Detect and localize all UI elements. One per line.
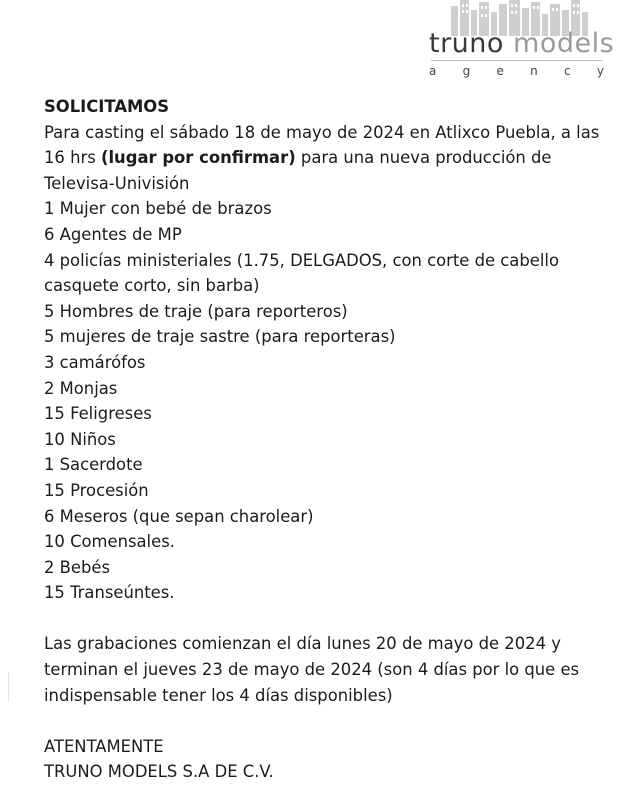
left-edge-divider xyxy=(0,672,9,702)
role-item: 2 Monjas xyxy=(44,378,118,398)
logo-wordmark xyxy=(429,28,615,60)
announcement-heading: SOLICITAMOS xyxy=(44,97,170,116)
intro-location-note: (lugar por confirmar) xyxy=(100,148,296,168)
logo-agency-subtitle xyxy=(429,64,604,78)
spacer xyxy=(44,708,610,734)
intro-text-start: Para casting el sábado 18 de mayo de 2024 en Atlixco Puebla, a las 16 hrs xyxy=(44,122,600,168)
signature-line: TRUNO MODELS S.A DE C.V. xyxy=(44,762,274,782)
role-item: 15 Procesión xyxy=(44,480,149,500)
logo-sub-letter: y xyxy=(596,64,604,78)
logo-sub-letter: g xyxy=(462,64,471,78)
logo-sub-letter: a xyxy=(429,64,437,78)
role-item: 1 Sacerdote xyxy=(44,455,143,475)
role-item: 6 Agentes de MP xyxy=(44,224,182,244)
intro-text-end: para una nueva producción de Televisa-Univisión xyxy=(44,148,552,193)
role-item: 10 Comensales. xyxy=(44,532,175,552)
closing-line: ATENTAMENTE xyxy=(44,736,164,756)
logo-sub-letter: n xyxy=(530,64,538,78)
role-item: 15 Transeúntes. xyxy=(44,583,175,603)
role-item: 5 Hombres de traje (para reporteros) xyxy=(44,301,348,321)
logo-sub-letter: c xyxy=(563,64,571,78)
logo-word-models: models xyxy=(513,28,615,59)
roles-list xyxy=(44,196,610,606)
logo-divider xyxy=(431,60,602,61)
role-item: 4 policías ministeriales (1.75, DELGADOS, con corte de cabello casquete corto, sin barba) xyxy=(44,250,559,296)
casting-announcement xyxy=(44,94,610,785)
role-item: 5 mujeres de traje sastre (para reporteras) xyxy=(44,327,396,347)
role-item: 6 Meseros (que sepan charolear) xyxy=(44,506,314,526)
spacer xyxy=(44,606,610,632)
role-item: 3 camárófos xyxy=(44,352,146,372)
logo-word-truno: truno xyxy=(429,28,504,59)
logo-sub-letter: e xyxy=(496,64,504,78)
role-item: 1 Mujer con bebé de brazos xyxy=(44,199,272,219)
role-item: 2 Bebés xyxy=(44,557,110,577)
truno-models-logo xyxy=(429,0,615,90)
announcement-intro xyxy=(44,120,610,197)
role-item: 10 Niños xyxy=(44,429,116,449)
role-item: 15 Feligreses xyxy=(44,404,152,424)
schedule-paragraph: Las grabaciones comienzan el día lunes 20 de mayo de 2024 y terminan el jueves 23 de mayo de 2024 (son 4 días por lo que es indispensable tener los 4 días disponibles) xyxy=(44,634,580,705)
